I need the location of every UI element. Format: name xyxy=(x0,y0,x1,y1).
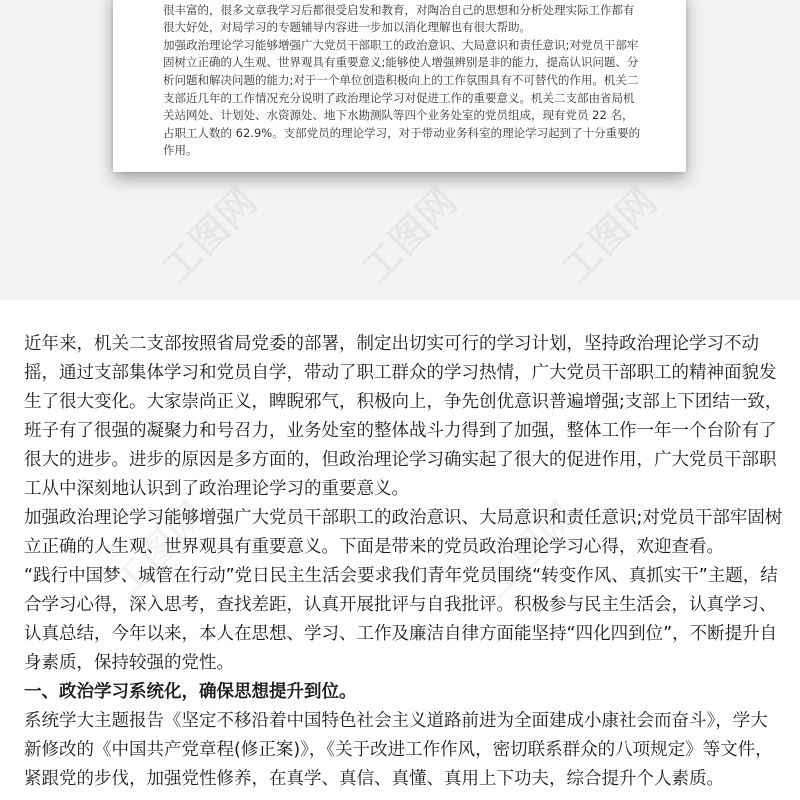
article-paragraph: 近年来，机关二支部按照省局党委的部署，制定出切实可行的学习计划，坚持政治理论学习不动摇，通过支部集体学习和党员自学，带动了职工群众的学习热情，广大党员干部职工的精神面貌发生了很大变化。大家崇尚正义，睥睨邪气，积极向上，争先创优意识普遍增强;支部上下团结一致，班子有了很强的凝聚力和号召力，业务处室的整体战斗力得到了加强，整体工作一年一个台阶有了很大的进步。进步的原因是多方面的，但政治理论学习确实起了很大的促进作用，广大党员干部职工从中深刻地认识到了政治理论学习的重要意义。 xyxy=(24,334,783,499)
article-paragraph: 加强政治理论学习能够增强广大党员干部职工的政治意识、大局意识和责任意识;对党员干部牢固树立正确的人生观、世界观具有重要意义。下面是带来的党员政治理论学习心得，欢迎查看。 xyxy=(24,508,783,557)
preview-text xyxy=(163,0,643,160)
article-body xyxy=(24,330,784,794)
article-paragraph: “践行中国梦、城管在行动”党日民主生活会要求我们青年党员围绕“转变作风、真抓实干”主题，结合学习心得，深入思考，查找差距，认真开展批评与自我批评。积极参与民主生活会，认真学习、认真总结，今年以来，本人在思想、学习、工作及廉洁自律方面能坚持“四化四到位”，不断提升自身素质，保持较强的党性。 xyxy=(24,566,778,673)
article-paragraph: 系统学大主题报告《坚定不移沿着中国特色社会主义道路前进为全面建成小康社会而奋斗》，学大新修改的《中国共产党章程(修正案)》，《关于改进工作作风，密切联系群众的八项规定》等文件，紧跟党的步伐，加强党性修养，在真学、真信、真懂、真用上下功夫，综合提升个人素质。 xyxy=(24,711,773,789)
watermark: 工图网 xyxy=(473,494,586,606)
section-heading: 一、政治学习系统化，确保思想提升到位。 xyxy=(24,682,357,702)
watermark: 工图网 xyxy=(103,494,216,606)
preview-paragraph: 很丰富的，很多文章我学习后都很受启发和教育，对陶冶自己的思想和分析处理实际工作都有很大好处，对局学习的专题辅导内容进一步加以消化理解也有很大帮助。 xyxy=(163,2,635,35)
preview-paragraph: 加强政治理论学习能够增强广大党员干部职工的政治意识、大局意识和责任意识;对党员干部牢固树立正确的人生观、世界观具有重要意义;能够使人增强辨别是非的能力，提高认识问题、分析问题和解决问题的能力;对于一个单位创造积极向上的工作氛围具有不可替代的作用。机关二支部近几年的工作情况充分说明了政治理论学习对促进工作的重要意义。机关二支部由省局机关站网处、计划处、水资源处、地下水勘测队等四个业务处室的党员组成，现有党员 22 名，占职工人数的 62.9%。支部党员的理论学习，对于带动业务科室的理论学习起到了十分重要的作用。 xyxy=(163,37,641,158)
document-preview-card xyxy=(113,0,686,172)
